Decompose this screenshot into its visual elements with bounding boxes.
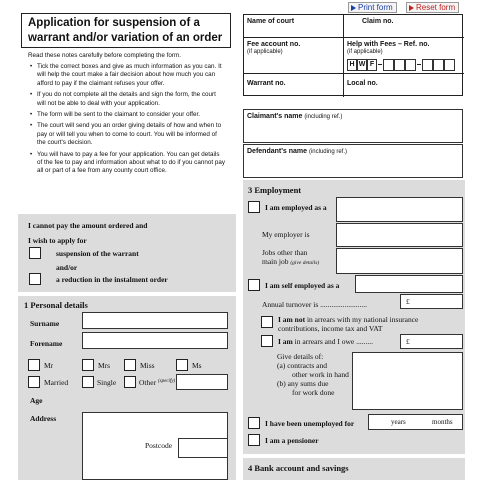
in-arrears-checkbox[interactable] — [261, 335, 273, 347]
annual-turnover-label: Annual turnover is ......................... — [262, 300, 367, 309]
fee-account-label: Fee account no. — [247, 41, 301, 48]
help-with-fees-label: Help with Fees – Ref. no. — [347, 41, 430, 48]
fee-account-hint: (if applicable) — [247, 49, 283, 55]
hwf-letter-h: H — [347, 59, 357, 71]
arrears-amount-input[interactable] — [400, 334, 463, 349]
single-checkbox[interactable] — [82, 376, 94, 388]
hwf-letter-w: W — [357, 59, 367, 71]
other-status-label: Other — [139, 378, 157, 387]
sums-label-2: for work done — [292, 388, 335, 397]
instruction-item: • You will have to pay a fee for your application. You can get details of the fee to pay and information about what to do if you cannot pay all or part of a fee from any county court office. — [30, 150, 225, 175]
employment-section — [243, 180, 465, 454]
age-label: Age — [30, 396, 43, 405]
defendant-name-label: Defendant's name — [247, 148, 308, 155]
warrant-no-label: Warrant no. — [247, 80, 286, 87]
help-with-fees-hint: (if applicable) — [347, 49, 383, 55]
print-arrow-icon — [351, 5, 356, 11]
suspension-label: suspension of the warrant — [56, 249, 139, 258]
personal-details-heading: 1 Personal details — [24, 300, 88, 310]
local-no-label: Local no. — [347, 80, 378, 87]
read-notes-text: Read these notes carefully before completing the form. — [28, 52, 181, 59]
contracts-label-1: (a) contracts and — [277, 361, 327, 370]
instruction-item: • The form will be sent to the claimant to consider your offer. — [30, 111, 200, 119]
years-label: years — [391, 418, 406, 426]
reset-arrow-icon — [409, 5, 414, 11]
andor-label: and/or — [56, 263, 78, 272]
court-details-table — [243, 14, 463, 96]
not-in-arrears-text-2: contributions, income tax and VAT — [278, 324, 383, 333]
not-in-arrears-text: in arrears with my national insurance — [305, 315, 419, 324]
defendant-name-box[interactable] — [243, 144, 463, 178]
unemployed-duration-input[interactable] — [368, 414, 463, 430]
pound-sign: £ — [406, 337, 410, 346]
sums-label-1: (b) any sums due — [277, 379, 329, 388]
form-title-line-2: warrant and/or variation of an order — [28, 32, 223, 44]
employer-label: My employer is — [262, 230, 310, 239]
cannot-pay-label: I cannot pay the amount ordered and — [28, 221, 148, 230]
instruction-item: • The court will send you an order giving details of how and when to pay or will tell you when to come to court. You will be informed of the court's decision. — [30, 122, 222, 147]
self-employed-as-input[interactable] — [355, 275, 463, 293]
instruction-item: • Tick the correct boxes and give as much information as you can. It will help the court make a fair decision about how much you can afford to pay if the claimant refuses your offer. — [30, 63, 222, 87]
other-status-checkbox[interactable] — [124, 376, 136, 388]
annual-turnover-input[interactable] — [400, 294, 463, 309]
title-mr-checkbox[interactable] — [28, 359, 40, 371]
give-details-of-label: Give details of: — [277, 352, 324, 361]
wish-to-apply-label: I wish to apply for — [28, 236, 87, 245]
application-type-section — [18, 214, 236, 292]
work-details-input[interactable] — [352, 352, 463, 410]
print-form-button[interactable]: Print form — [348, 2, 397, 13]
jobs-other-label-1: Jobs other than — [262, 248, 308, 257]
reduction-checkbox[interactable] — [29, 273, 41, 285]
in-arrears-bold: I am — [278, 337, 293, 346]
claimant-ref-hint: (including ref.) — [304, 114, 343, 120]
postcode-input[interactable] — [178, 438, 228, 458]
hwf-letter-f: F — [367, 59, 377, 71]
reset-form-button[interactable]: Reset form — [406, 2, 459, 13]
unemployed-checkbox[interactable] — [248, 417, 260, 429]
title-ms-label: Ms — [192, 361, 202, 370]
forename-input[interactable] — [82, 332, 228, 349]
title-mrs-checkbox[interactable] — [82, 359, 94, 371]
title-miss-checkbox[interactable] — [124, 359, 136, 371]
reduction-label: a reduction in the instalment order — [56, 275, 168, 284]
defendant-ref-hint: (including ref.) — [308, 149, 347, 155]
pensioner-checkbox[interactable] — [248, 434, 260, 446]
other-jobs-input[interactable] — [336, 248, 463, 274]
specify-hint: (specify) — [158, 379, 176, 384]
give-details-hint: (give details) — [290, 260, 320, 266]
contracts-label-2: other work in hand — [292, 370, 349, 379]
address-label: Address — [30, 414, 57, 423]
pensioner-label: I am a pensioner — [265, 436, 319, 445]
surname-label: Surname — [30, 319, 60, 328]
instruction-item: • If you do not complete all the details and sign the form, the court will not be able to deal with your application. — [30, 91, 216, 107]
claimant-name-label: Claimant's name — [247, 113, 303, 120]
claim-no-label: Claim no. — [362, 18, 394, 25]
surname-input[interactable] — [82, 312, 228, 329]
in-arrears-text: in arrears and I owe ......... — [292, 337, 373, 346]
personal-details-section — [18, 296, 236, 480]
suspension-checkbox[interactable] — [29, 247, 41, 259]
married-checkbox[interactable] — [28, 376, 40, 388]
hwf-reference-input[interactable] — [347, 59, 463, 71]
instruction-list — [29, 63, 225, 179]
postcode-label: Postcode — [145, 441, 173, 450]
jobs-other-label-2: main job — [262, 257, 289, 266]
self-employed-label: I am self employed as a — [265, 281, 340, 290]
employer-input[interactable] — [336, 223, 463, 247]
form-title-line-1: Application for suspension of a — [28, 17, 200, 29]
employed-label: I am employed as a — [265, 203, 327, 212]
bank-account-heading: 4 Bank account and savings — [248, 463, 349, 473]
pound-sign: £ — [406, 297, 410, 306]
title-ms-checkbox[interactable] — [176, 359, 188, 371]
name-of-court-label: Name of court — [247, 18, 295, 25]
forename-label: Forename — [30, 339, 63, 348]
other-status-input[interactable] — [176, 374, 228, 390]
hwf-dash — [378, 64, 382, 65]
title-miss-label: Miss — [140, 361, 155, 370]
title-mrs-label: Mrs — [98, 361, 111, 370]
bank-account-section — [243, 458, 465, 480]
claimant-name-box[interactable] — [243, 109, 463, 143]
not-in-arrears-checkbox[interactable] — [261, 316, 273, 328]
employment-heading: 3 Employment — [248, 185, 302, 195]
employed-as-input[interactable] — [336, 197, 463, 222]
not-in-arrears-bold: I am not — [278, 315, 306, 324]
months-label: months — [432, 418, 453, 426]
form-title-box — [21, 13, 231, 48]
married-label: Married — [44, 378, 69, 387]
employed-checkbox[interactable] — [248, 201, 260, 213]
hwf-dash — [417, 64, 421, 65]
unemployed-label: I have been unemployed for — [265, 419, 355, 428]
title-mr-label: Mr — [44, 361, 54, 370]
single-label: Single — [97, 378, 117, 387]
self-employed-checkbox[interactable] — [248, 279, 260, 291]
